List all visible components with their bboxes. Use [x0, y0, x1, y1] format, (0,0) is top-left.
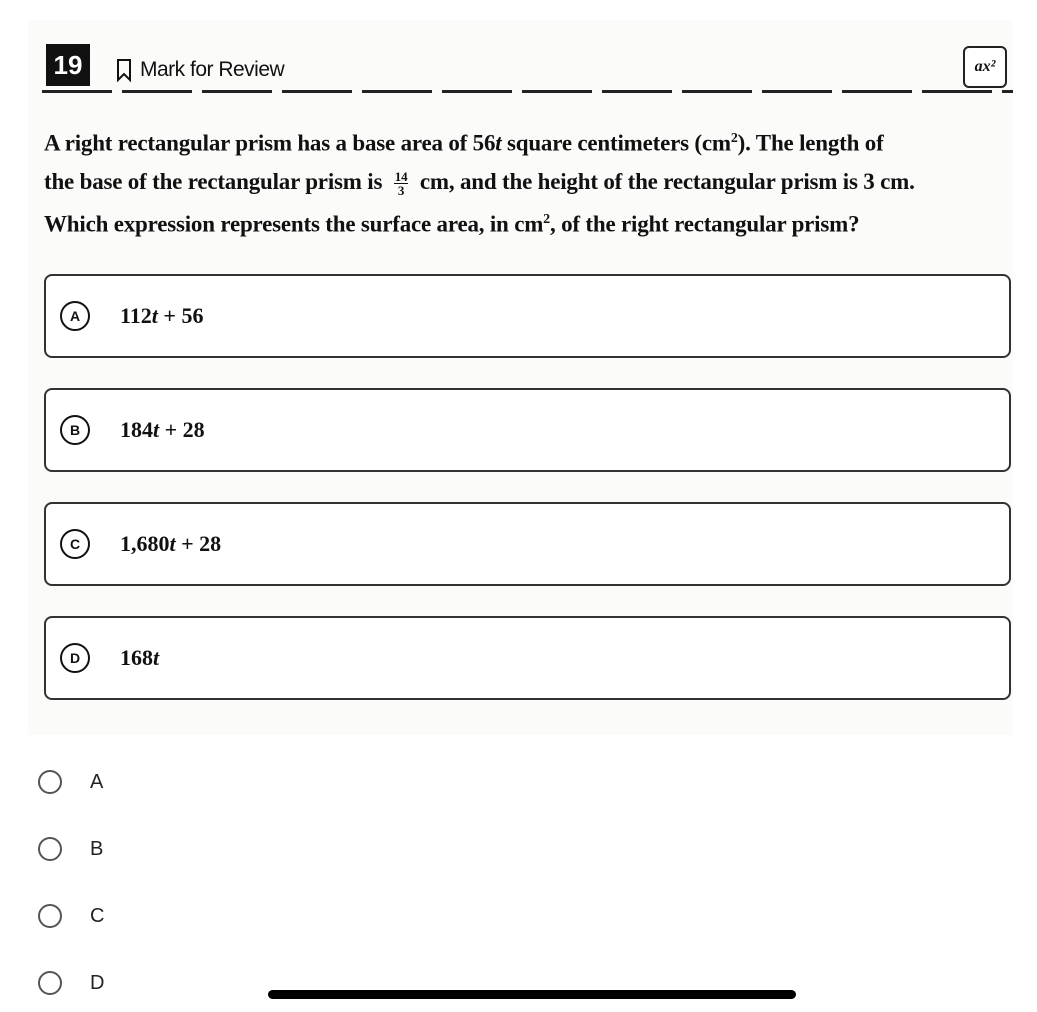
option-letter-badge: A: [60, 301, 90, 331]
radio-label: A: [90, 770, 104, 793]
option-expression: 112t + 56: [120, 303, 204, 328]
question-header: [46, 44, 1013, 88]
mark-for-review-button[interactable]: [116, 56, 284, 84]
option-expression: 168t: [120, 645, 160, 670]
option-d[interactable]: [44, 616, 1011, 700]
radio-label: D: [90, 971, 105, 994]
radio-circle[interactable]: [38, 837, 62, 861]
question-text: A right rectangular prism has a base area of 56t square centimeters $(cm^2)$. The length of the base of the rectangular prism is $\frac{14}{3}$ cm, and the height of the rectangular prism is 3 cm. Which expression represents the surface area, in $cm^2$, of the right rectangular prism?: [44, 130, 915, 237]
home-indicator[interactable]: [268, 990, 796, 999]
option-expression: 1,680t + 28: [120, 531, 222, 556]
answer-radio-d[interactable]: [38, 968, 104, 998]
radio-label: C: [90, 904, 105, 927]
mark-for-review-label: Mark for Review: [140, 58, 285, 81]
option-a[interactable]: [44, 274, 1011, 358]
radio-circle[interactable]: [38, 770, 62, 794]
option-letter-badge: C: [60, 529, 90, 559]
option-c[interactable]: [44, 502, 1011, 586]
length-fraction: $\frac{14}{3}$: [394, 168, 408, 198]
question-screenshot: [28, 20, 1013, 735]
answer-radio-b[interactable]: [38, 834, 103, 864]
option-b[interactable]: [44, 388, 1011, 472]
option-letter-badge: D: [60, 643, 90, 673]
radio-circle[interactable]: [38, 904, 62, 928]
radio-circle[interactable]: [38, 971, 62, 995]
bookmark-icon: [116, 58, 132, 82]
radio-label: B: [90, 837, 104, 860]
calculator-icon: ax²: [974, 58, 996, 75]
calculator-button[interactable]: [963, 46, 1007, 88]
option-letter-badge: B: [60, 415, 90, 445]
question-number: 19: [46, 44, 90, 86]
header-divider: [42, 90, 1013, 93]
answer-radio-c[interactable]: [38, 901, 104, 931]
option-expression: 184t + 28: [120, 417, 205, 442]
answer-radio-a[interactable]: [38, 767, 103, 797]
